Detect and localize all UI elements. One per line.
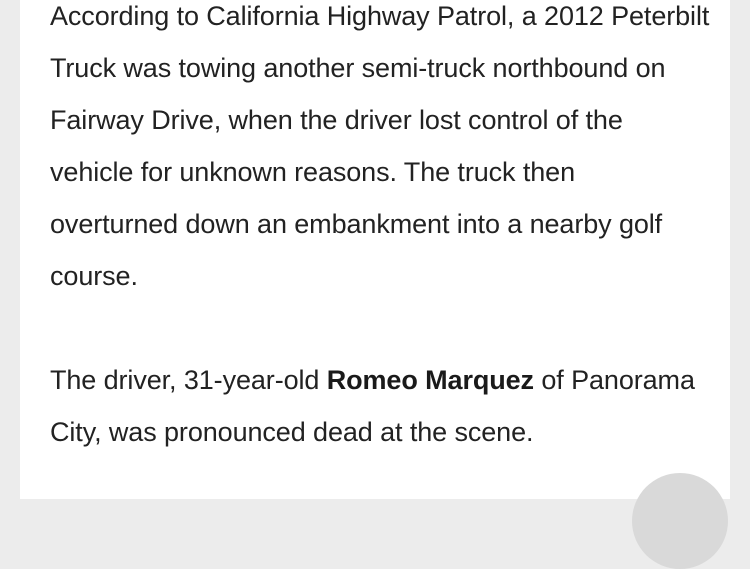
article-body [50,0,710,458]
paragraph-2-rest: of Panorama City, was pronounced dead at the scene. [50,365,695,447]
paragraph-2-intro: The driver, 31-year-old [50,365,327,395]
article-paragraph-1: According to California Highway Patrol, a 2012 Peterbilt Truck was towing another semi-truck northbound on Fairway Drive, when the driver lost control of the vehicle for unknown reasons. The truck then overturned down an embankment into a nearby golf course. [50,1,710,291]
article-paragraph-2 [50,354,710,458]
driver-name: Romeo Marquez [326,365,534,395]
floating-action-button[interactable] [632,473,728,569]
article-content-panel [20,0,730,499]
